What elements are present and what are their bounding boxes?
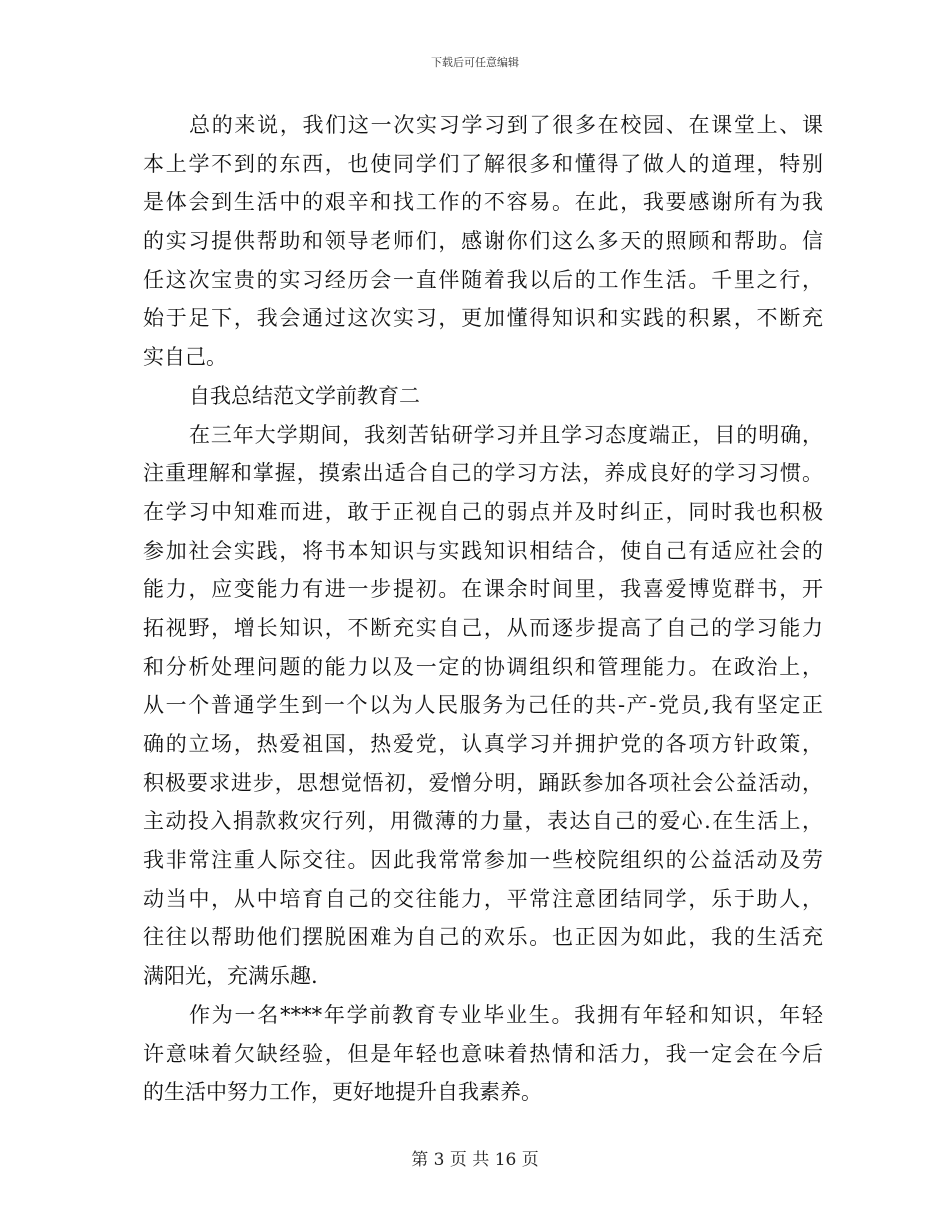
text-line: 能力，应变能力有进一步提初。在课余时间里，我喜爱博览群书，开 — [143, 577, 823, 602]
text-line: 实自己。 — [143, 345, 227, 370]
text-line: 总的来说，我们这一次实习学习到了很多在校园、在课堂上、课 — [189, 113, 823, 137]
text-line: 的实习提供帮助和领导老师们，感谢你们这么多天的照顾和帮助。信 — [143, 229, 823, 254]
text-line: 拓视野，增长知识，不断充实自己，从而逐步提高了自己的学习能力 — [143, 615, 823, 640]
text-line: 动当中，从中培育自己的交往能力，平常注意团结同学，乐于助人， — [143, 886, 823, 911]
text-line: 的生活中努力工作，更好地提升自我素养。 — [143, 1080, 542, 1105]
text-line: 确的立场，热爱祖国，热爱党，认真学习并拥护党的各项方针政策， — [143, 732, 823, 756]
page-number: 第 3 页 共 16 页 — [411, 1150, 539, 1170]
text-line: 注重理解和掌握，摸索出适合自己的学习方法，养成良好的学习习惯。 — [143, 461, 823, 486]
text-line: 许意味着欠缺经验，但是年轻也意味着热情和活力，我一定会在今后 — [143, 1041, 823, 1066]
text-line: 任这次宝贵的实习经历会一直伴随着我以后的工作生活。千里之行， — [143, 267, 823, 292]
text-line: 主动投入捐款救灾行列，用微薄的力量，表达自己的爱心.在生活上， — [143, 809, 823, 834]
text-line: 作为一名****年学前教育专业毕业生。我拥有年轻和知识，年轻 — [189, 1002, 823, 1027]
text-line: 和分析处理问题的能力以及一定的协调组织和管理能力。在政治上， — [143, 654, 823, 679]
text-line: 始于足下，我会通过这次实习，更加懂得知识和实践的积累，不断充 — [143, 306, 823, 331]
page-header: 下载后可任意编辑 — [431, 56, 519, 69]
document-body — [143, 106, 823, 1112]
text-line: 在三年大学期间，我刻苦钻研学习并且学习态度端正，目的明确， — [189, 422, 823, 447]
text-line: 积极要求进步，思想觉悟初，爱憎分明，踊跃参加各项社会公益活动， — [143, 770, 823, 795]
text-line: 是体会到生活中的艰辛和找工作的不容易。在此，我要感谢所有为我 — [143, 190, 823, 215]
text-line: 满阳光，充满乐趣. — [143, 964, 318, 989]
text-line: 我非常注重人际交往。因此我常常参加一些校院组织的公益活动及劳 — [143, 848, 823, 873]
text-line: 自我总结范文学前教育二 — [189, 383, 420, 408]
text-line: 参加社会实践，将书本知识与实践知识相结合，使自己有适应社会的 — [143, 538, 823, 563]
text-line: 往往以帮助他们摆脱困难为自己的欢乐。也正因为如此，我的生活充 — [143, 925, 823, 950]
text-line: 在学习中知难而进，敢于正视自己的弱点并及时纠正，同时我也积极 — [143, 499, 823, 524]
text-line: 本上学不到的东西，也使同学们了解很多和懂得了做人的道理，特别 — [143, 151, 823, 176]
text-line: 从一个普通学生到一个以为人民服务为己任的共-产-党员,我有坚定正 — [143, 693, 823, 718]
